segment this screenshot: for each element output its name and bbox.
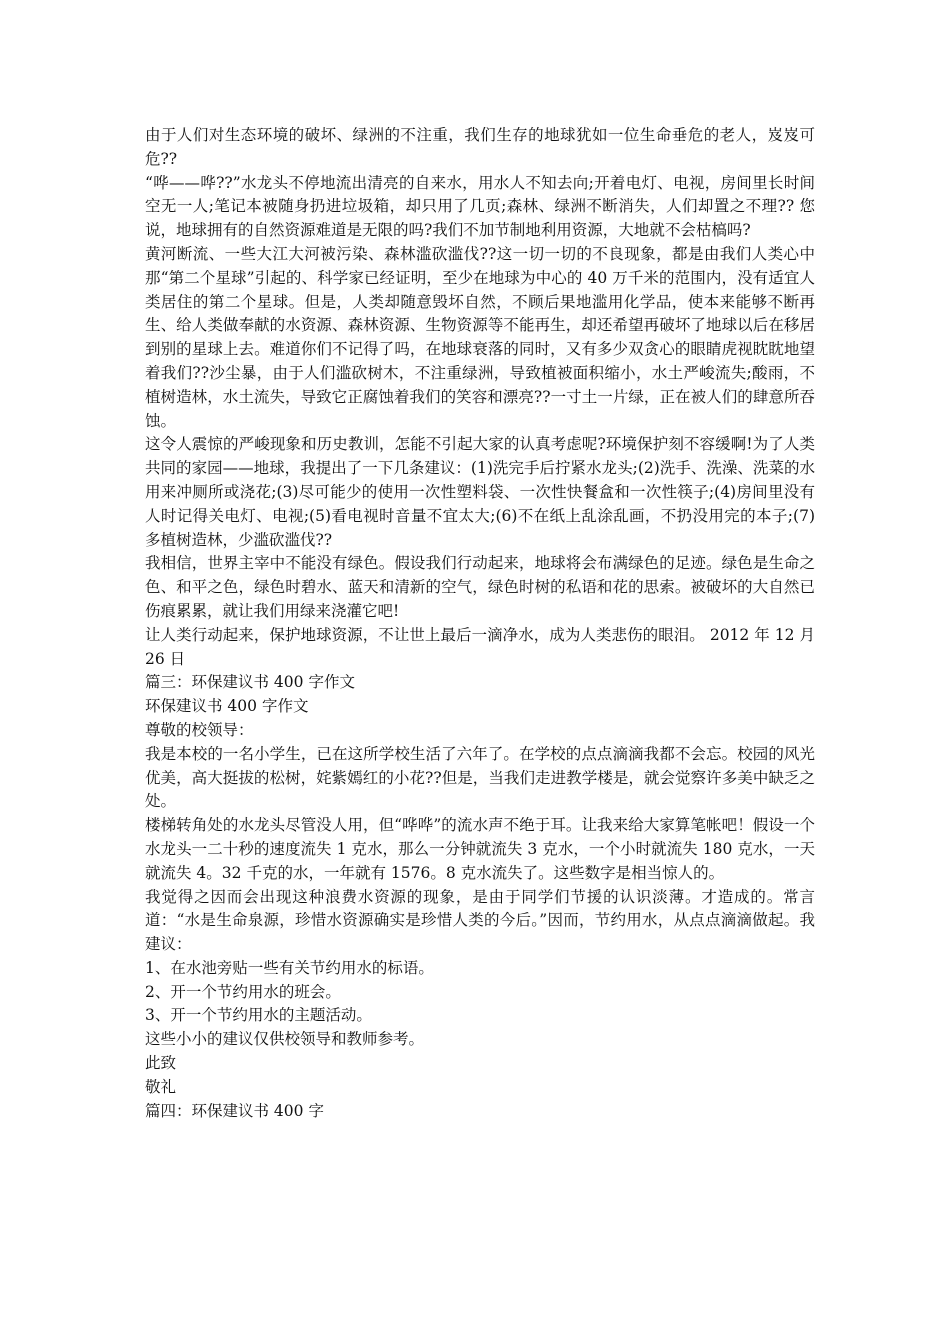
paragraph-green: 我相信，世界主宰中不能没有绿色。假设我们行动起来，地球将会布满绿色的足迹。绿色是生命之色、和平之色，绿色时碧水、蓝天和清新的空气，绿色时树的私语和花的思索。被破坏的大自然已伤痕累累，就让我们用绿来浇灌它吧! xyxy=(145,554,815,620)
list-item-3: 3、开一个节约用水的主题活动。 xyxy=(145,1006,372,1025)
section-heading-3: 篇三：环保建议书 400 字作文 xyxy=(145,673,355,692)
paragraph-yellow-river: 黄河断流、一些大江大河被污染、森林滥砍滥伐??这一切一切的不良现象，都是由我们人类心中那“第二个星球”引起的、科学家已经证明，至少在地球为中心的 40 万千米的范围内，没有适宜人类居住的第二个星球。但是，人类却随意毁坏自然，不顾后果地滥用化学品，使本来能够不断再生、给人类做奉献的水资源、森林资源、生物资源等不能再生，却还希望再破坏了地球以后在移居到别的星球上去。难道你们不记得了吗，在地球衰落的同时，又有多少双贪心的眼睛虎视眈眈地望着我们??沙尘暴，由于人们滥砍树木，不注重绿洲，导致植被面积缩小，水土严峻流失;酸雨，不植树造林，水土流失，导致它正腐蚀着我们的笑容和漂亮??一寸土一片绿，正在被人们的肆意所吞蚀。 xyxy=(145,244,815,430)
letter-title: 环保建议书 400 字作文 xyxy=(145,697,309,716)
paragraph-suggestions: 这令人震惊的严峻现象和历史教训，怎能不引起大家的认真考虑呢?环境保护刻不容缓啊!为了人类共同的家园——地球，我提出了一下几条建议：(1)洗完手后拧紧水龙头;(2)洗手、洗澡、洗菜的水用来冲厕所或浇花;(3)尽可能少的使用一次性塑料袋、一次性快餐盒和一次性筷子;(4)房间里没有人时记得关电灯、电视;(5)看电视时音量不宜太大;(6)不在纸上乱涂乱画，不扔没用完的本子;(7)多植树造林，少滥砍滥伐?? xyxy=(145,435,815,549)
paragraph-action-date: 让人类行动起来，保护地球资源，不让世上最后一滴净水，成为人类悲伤的眼泪。 2012 年 12 月 26 日 xyxy=(145,625,815,668)
list-item-1: 1、在水池旁贴一些有关节约用水的标语。 xyxy=(145,958,434,977)
paragraph-closing-note: 这些小小的建议仅供校领导和教师参考。 xyxy=(145,1030,425,1049)
closing-cizhi: 此致 xyxy=(145,1054,177,1073)
paragraph-reason: 我觉得之因而会出现这种浪费水资源的现象，是由于同学们节援的认识淡薄。才造成的。常言道：“水是生命泉源，珍惜水资源确实是珍惜人类的今后。”因而，节约用水，从点点滴滴做起。我建议： xyxy=(145,887,815,954)
closing-jingli: 敬礼 xyxy=(145,1077,177,1096)
paragraph-intro: 由于人们对生态环境的破坏、绿洲的不注重，我们生存的地球犹如一位生命垂危的老人，岌岌可危?? xyxy=(145,126,815,168)
section-heading-4: 篇四：环保建议书 400 字 xyxy=(145,1101,324,1120)
paragraph-student: 我是本校的一名小学生，已在这所学校生活了六年了。在学校的点点滴滴我都不会忘。校园的风光优美，高大挺拔的松树，姹紫嫣红的小花??但是，当我们走进教学楼是，就会觉察许多美中缺乏之处。 xyxy=(145,744,815,811)
letter-salutation: 尊敬的校领导： xyxy=(145,720,254,739)
list-item-2: 2、开一个节约用水的班会。 xyxy=(145,982,341,1001)
paragraph-faucet: “哗——哗??”水龙头不停地流出清亮的自来水，用水人不知去向;开着电灯、电视，房间里长时间空无一人;笔记本被随身扔进垃圾箱，却只用了几页;森林、绿洲不断消失，人们却置之不理?? 您说，地球拥有的自然资源难道是无限的吗?我们不加节制地利用资源，大地就不会枯槁吗? xyxy=(145,173,815,240)
document-body xyxy=(145,124,815,1123)
paragraph-stairs-faucet: 楼梯转角处的水龙头尽管没人用，但“哗哗”的流水声不绝于耳。让我来给大家算笔帐吧！假设一个水龙头一二十秒的速度流失 1 克水，那么一分钟就流失 3 克水，一个小时就流失 180 克水，一天就流失 4。32 千克的水，一年就有 1576。8 克水流失了。这些数字是相当惊人的。 xyxy=(145,816,815,882)
